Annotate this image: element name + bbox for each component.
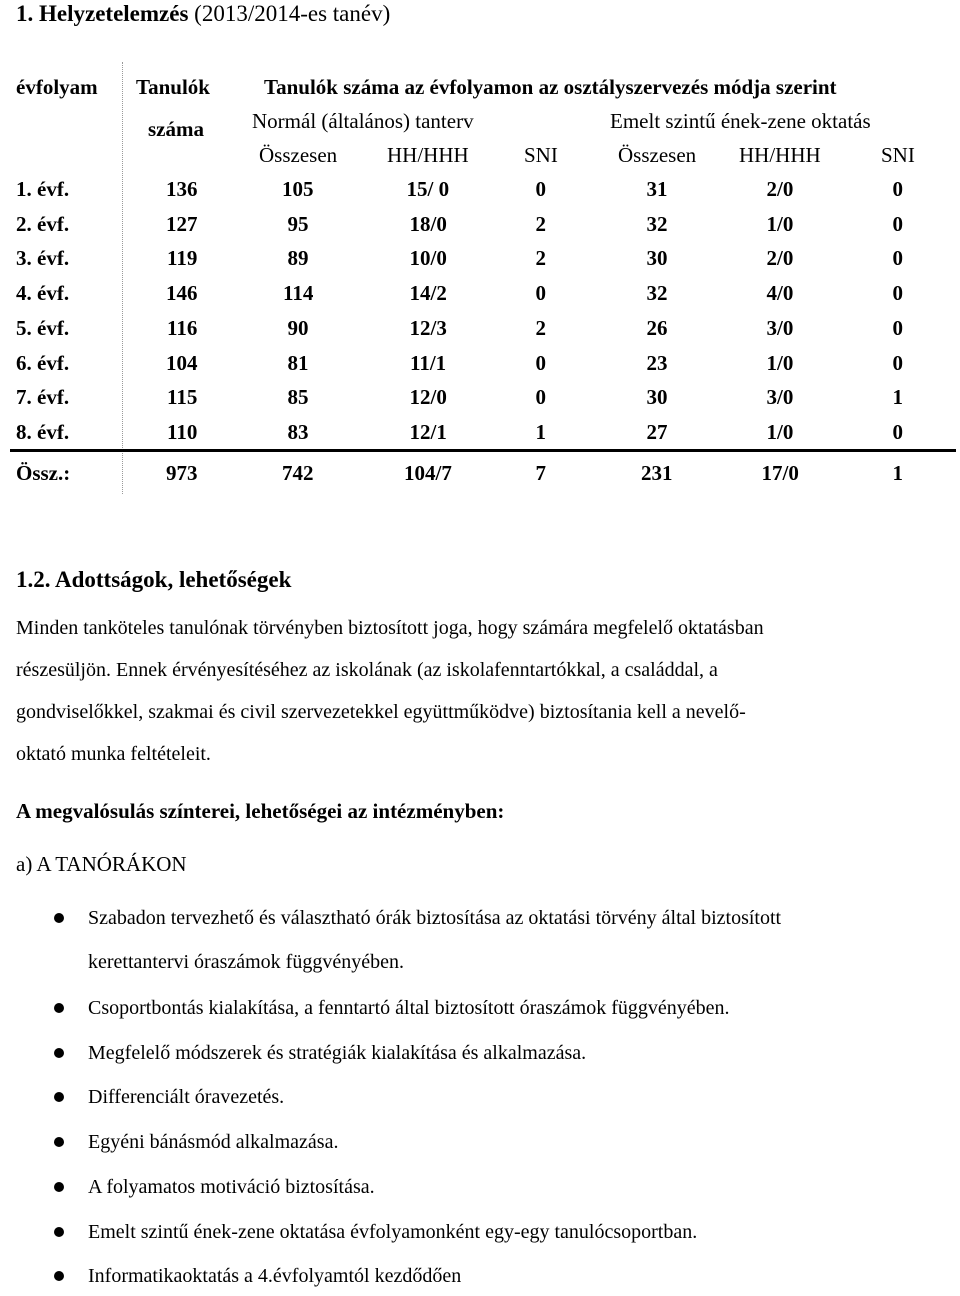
paragraph-line: gondviselőkkel, szakmai és civil szervezetekkel együttműködve) biztosítania kell a nevelő- [16,701,746,723]
table-cell: 146 [166,281,198,305]
table-cell: 1 [535,420,546,444]
row-label: 3. évf. [16,246,70,270]
bullet-item-text: Szabadon tervezhető és választható órák biztosítása az oktatási törvény által biztosított [88,907,782,929]
total-separator [10,449,956,452]
sub-header-3: SNI [524,143,558,167]
bullet-item-text: Differenciált óravezetés. [88,1086,285,1108]
table-cell: 15/ 0 [406,177,450,201]
paragraph-line: Minden tanköteles tanulónak törvényben biztosított joga, hogy számára megfelelő oktatásban [16,617,764,639]
bullet-dot-icon [54,1182,64,1192]
table-cell: 0 [892,177,903,201]
header-span-title: Tanulók száma az évfolyamon az osztályszervezés módja szerint [264,75,837,99]
total-cell: 1 [892,461,903,485]
total-cell: 7 [535,461,546,485]
section-heading-1-2: 1.2. Adottságok, lehetőségek [16,567,292,592]
bullet-dot-icon [54,1227,64,1237]
table-cell: 3/0 [766,316,794,340]
table-cell: 1/0 [766,351,794,375]
table-cell: 2 [535,316,546,340]
row-label: 1. évf. [16,177,70,201]
table-cell: 12/3 [409,316,447,340]
total-cell: 104/7 [404,461,452,485]
total-cell: 973 [166,461,198,485]
table-cell: 2/0 [766,177,794,201]
table-cell: 0 [535,177,546,201]
table-cell: 0 [535,281,546,305]
table-cell: 0 [892,316,903,340]
table-cell: 2 [535,246,546,270]
table-cell: 0 [892,420,903,444]
bullet-dot-icon [54,1003,64,1013]
total-label: Össz.: [16,461,71,485]
bullet-dot-icon [54,1092,64,1102]
table-cell: 0 [892,246,903,270]
sub-header-2: HH/HHH [387,143,469,167]
table-cell: 10/0 [409,246,447,270]
table-cell: 85 [287,385,309,409]
table-cell: 83 [287,420,309,444]
table-cell: 32 [646,281,668,305]
sub-header-1: Összesen [259,143,338,167]
table-cell: 90 [287,316,309,340]
sub-header-4: Összesen [618,143,697,167]
table-cell: 1 [892,385,903,409]
table-cell: 4/0 [766,281,794,305]
table-cell: 127 [166,212,198,236]
row-label: 2. évf. [16,212,70,236]
table-cell: 18/0 [409,212,447,236]
header-group-enekzene: Emelt szintű ének-zene oktatás [610,109,871,133]
row-label: 6. évf. [16,351,70,375]
bullet-item-text: Egyéni bánásmód alkalmazása. [88,1131,339,1153]
bullet-item-text: Megfelelő módszerek és stratégiák kialakítása és alkalmazása. [88,1042,587,1064]
total-cell: 231 [641,461,673,485]
paragraph-line: oktató munka feltételeit. [16,743,211,765]
table-cell: 114 [283,281,314,305]
table-cell: 31 [646,177,668,201]
table-cell: 119 [167,246,198,270]
table-cell: 95 [287,212,309,236]
table-cell: 3/0 [766,385,794,409]
table-cell: 26 [646,316,668,340]
table-cell: 136 [166,177,198,201]
table-cell: 12/0 [409,385,447,409]
table-cell: 11/1 [410,351,447,375]
table-cell: 12/1 [409,420,447,444]
table-cell: 23 [646,351,668,375]
total-cell: 17/0 [761,461,799,485]
table-divider [122,62,124,494]
subheading: A megvalósulás színterei, lehetőségei az intézményben: [16,799,505,823]
table-cell: 81 [287,351,309,375]
header-evfolyam: évfolyam [16,75,98,99]
header-szama: száma [148,117,204,141]
paragraph-line: részesüljön. Ennek érvényesítéséhez az iskolának (az iskolafenntartókkal, a családdal, a [16,659,718,681]
section-title-year: (2013/2014-es tanév) [194,1,391,26]
table-cell: 115 [167,385,198,409]
bullet-item-text: Csoportbontás kialakítása, a fenntartó által biztosított óraszámok függvényében. [88,997,730,1019]
row-label: 4. évf. [16,281,70,305]
table-cell: 2 [535,212,546,236]
header-group-normal: Normál (általános) tanterv [252,109,474,133]
table-cell: 0 [535,385,546,409]
subsection-title: a) A TANÓRÁKON [16,852,187,876]
section-number: 1. [16,1,34,26]
bullet-dot-icon [54,913,64,923]
table-cell: 0 [892,351,903,375]
table-cell: 32 [646,212,668,236]
row-label: 5. évf. [16,316,70,340]
section-heading-1 [16,0,390,28]
table-cell: 116 [167,316,198,340]
table-cell: 1/0 [766,212,794,236]
table-cell: 0 [892,281,903,305]
bullet-dot-icon [54,1137,64,1147]
table-cell: 104 [166,351,198,375]
header-tanulok: Tanulók [136,75,210,99]
row-label: 8. évf. [16,420,70,444]
table-cell: 89 [287,246,309,270]
total-cell: 742 [282,461,314,485]
table-cell: 0 [892,212,903,236]
table-cell: 0 [535,351,546,375]
bullet-item-text: Emelt szintű ének-zene oktatása évfolyamonként egy-egy tanulócsoportban. [88,1221,698,1243]
table-cell: 27 [646,420,668,444]
table-cell: 30 [646,246,668,270]
bullet-dot-icon [54,1048,64,1058]
sub-header-6: SNI [881,143,915,167]
bullet-item-text: kerettantervi óraszámok függvényében. [88,951,404,973]
sub-header-5: HH/HHH [739,143,821,167]
section-title: Helyzetelemzés [39,1,189,26]
bullet-item-text: Informatikaoktatás a 4.évfolyamtól kezdődően [88,1265,462,1287]
row-label: 7. évf. [16,385,70,409]
bullet-item-text: A folyamatos motiváció biztosítása. [88,1176,375,1198]
table-cell: 14/2 [409,281,447,305]
table-cell: 105 [282,177,314,201]
table-cell: 2/0 [766,246,794,270]
bullet-dot-icon [54,1271,64,1281]
table-cell: 1/0 [766,420,794,444]
table-cell: 30 [646,385,668,409]
table-cell: 110 [167,420,198,444]
